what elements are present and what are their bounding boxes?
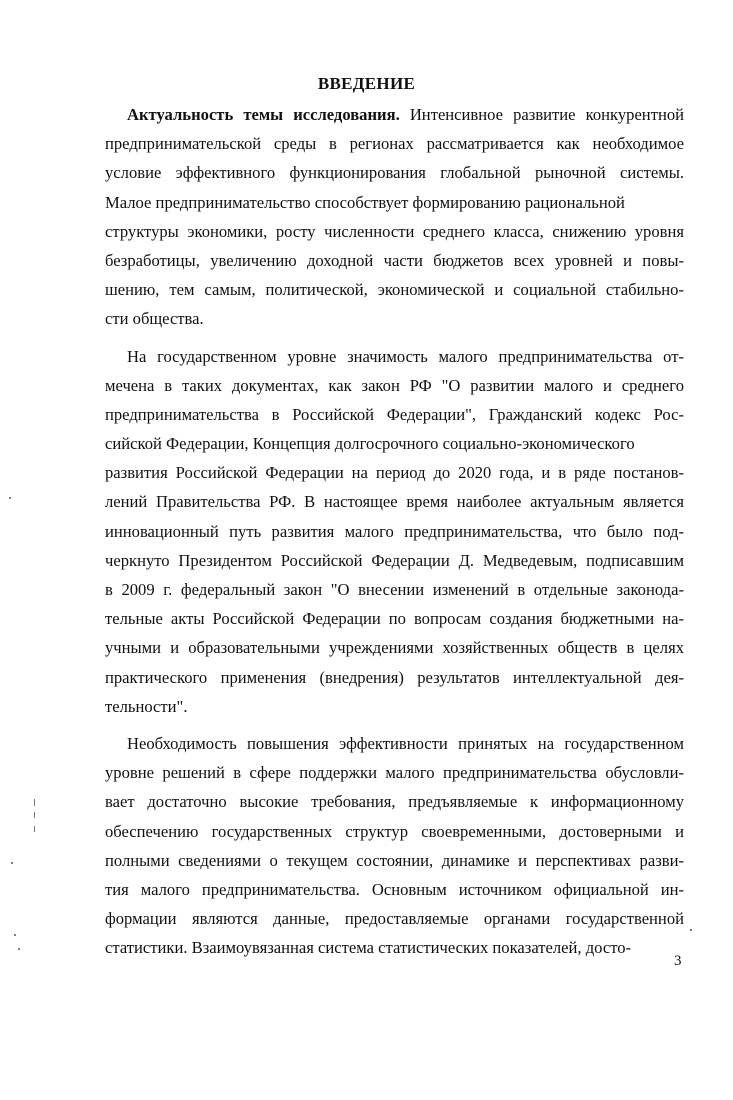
scan-mark xyxy=(34,826,35,832)
text-line xyxy=(105,429,684,458)
page-title: ВВЕДЕНИЕ xyxy=(317,74,416,93)
line-text: На государственном уровне значимость малого предпринимательства от- xyxy=(127,346,684,366)
text-line xyxy=(105,787,684,816)
line-text: предпринимательской среды в регионах рассматривается как необходимое xyxy=(105,134,684,154)
text-line xyxy=(105,188,684,217)
line-text: сти общества. xyxy=(105,309,204,329)
text-line xyxy=(105,400,684,429)
section-heading-inline: Актуальность темы исследования. xyxy=(127,105,400,124)
scan-mark xyxy=(34,812,35,818)
text-line xyxy=(105,692,684,721)
text-line xyxy=(105,663,684,692)
line-text: мечена в таких документах, как закон РФ "О развитии малого и среднего xyxy=(105,375,684,395)
line-text: уровне решений в сфере поддержки малого предпринимательства обусловли- xyxy=(105,763,684,783)
text-line xyxy=(105,246,684,275)
text-line xyxy=(105,846,684,875)
text-line xyxy=(105,904,684,933)
page-number: 3 xyxy=(674,953,682,969)
text-line xyxy=(105,129,684,158)
line-text: вает достаточно высокие требования, предъявляемые к информационному xyxy=(105,792,684,812)
line-text: формации являются данные, предоставляемые органами государственной xyxy=(105,909,684,929)
line-text: Малое предпринимательство способствует формированию рациональной xyxy=(105,192,625,212)
document-body xyxy=(105,100,684,962)
line-text: безработицы, увеличению доходной части бюджетов всех уровней и повы- xyxy=(105,250,684,270)
line-text: черкнуто Президентом Российской Федерации Д. Медведевым, подписавшим xyxy=(105,550,684,570)
line-text: шению, тем самым, политической, экономической и социальной стабильно- xyxy=(105,280,684,300)
line-text: тельности". xyxy=(105,696,188,716)
line-text: предпринимательства в Российской Федерации", Гражданский кодекс Рос- xyxy=(105,404,684,424)
paragraph-gap xyxy=(105,721,684,729)
line-text: структуры экономики, росту численности среднего класса, снижению уровня xyxy=(105,221,684,241)
line-text: обеспечению государственных структур своевременными, достоверными и xyxy=(105,821,684,841)
text-line xyxy=(105,342,684,371)
text-line xyxy=(105,371,684,400)
line-text: учными и образовательными учреждениями хозяйственных обществ в целях xyxy=(105,638,684,658)
text-line xyxy=(105,729,684,758)
line-text: Интенсивное развитие конкурентной xyxy=(399,105,684,124)
line-text: инновационный путь развития малого предпринимательства, что было под- xyxy=(105,521,684,541)
paragraph-gap xyxy=(105,334,684,342)
line-text: тельные акты Российской Федерации по вопросам создания бюджетными на- xyxy=(105,609,684,629)
text-line xyxy=(105,217,684,246)
scan-mark xyxy=(9,497,11,499)
scan-mark xyxy=(34,799,35,806)
text-line xyxy=(105,933,684,962)
text-line xyxy=(105,633,684,662)
text-line xyxy=(105,458,684,487)
line-text: в 2009 г. федеральный закон "О внесении изменений в отдельные законода- xyxy=(105,580,684,599)
text-line xyxy=(105,487,684,516)
line-text: Необходимость повышения эффективности принятых на государственном xyxy=(127,733,684,753)
text-line xyxy=(105,158,684,187)
text-line xyxy=(105,604,684,633)
text-line xyxy=(105,546,684,575)
text-line xyxy=(105,575,684,604)
text-line xyxy=(105,758,684,787)
text-line xyxy=(105,304,684,333)
scan-mark xyxy=(11,862,13,864)
text-line xyxy=(105,100,684,129)
scan-mark xyxy=(690,929,692,931)
line-text: полными сведениями о текущем состоянии, динамике и перспективах разви- xyxy=(105,850,684,870)
line-text: развития Российской Федерации на период до 2020 года, и в ряде постанов- xyxy=(105,463,684,483)
line-text: лений Правительства РФ. В настоящее время наиболее актуальным является xyxy=(105,492,684,512)
scan-mark xyxy=(18,948,20,950)
line-text: условие эффективного функционирования глобальной рыночной системы. xyxy=(105,163,684,183)
line-text: тия малого предпринимательства. Основным источником официальной ин- xyxy=(105,879,684,899)
text-line xyxy=(105,817,684,846)
scan-mark xyxy=(14,934,16,936)
line-text: сийской Федерации, Концепция долгосрочного социально-экономического xyxy=(105,434,635,454)
text-line xyxy=(105,875,684,904)
line-text: статистики. Взаимоувязанная система статистических показателей, досто- xyxy=(105,938,632,958)
line-text: практического применения (внедрения) результатов интеллектуальной дея- xyxy=(105,667,684,687)
text-line xyxy=(105,517,684,546)
text-line xyxy=(105,275,684,304)
